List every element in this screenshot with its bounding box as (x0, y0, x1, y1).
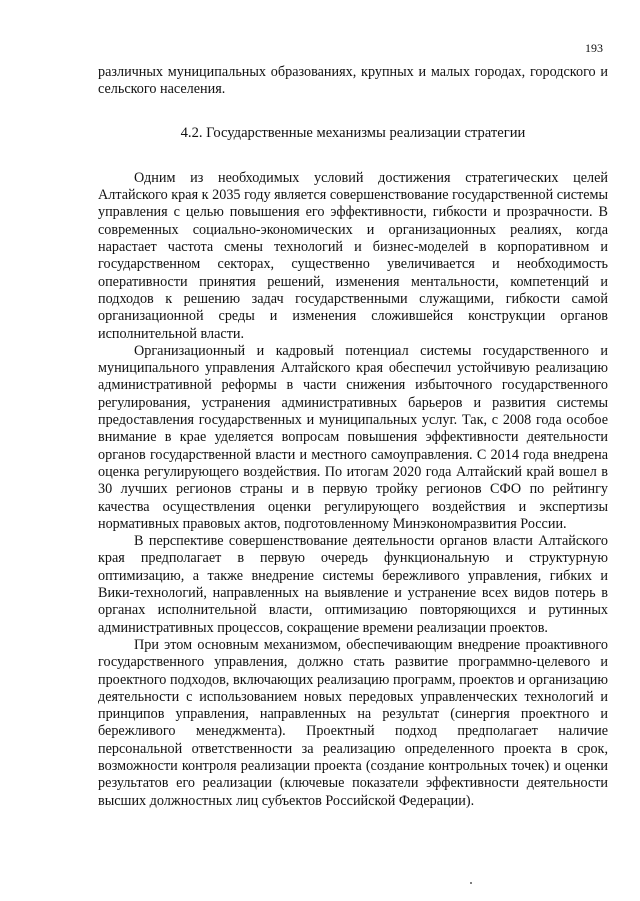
paragraph-1: Одним из необходимых условий достижения стратегических целей Алтайского края к 2035 году является совершенствование государственной системы управления с целью повышения его эффективности, гибкости и прозрачности. В современных социально-экономических и организационных реалиях, когда нарастает частота смены технологий и бизнес-моделей в корпоративном и государственном секторах, существенно увеличивается и необходимость оперативности принятия решений, изменения ментальности, компетенций и подходов к решению задач государственными служащими, гибкости самой организационной среды и изменения сложившейся конструкции органов исполнительной власти. (98, 169, 608, 342)
paragraph-3: В перспективе совершенствование деятельности органов власти Алтайского края предполагает в первую очередь функциональную и структурную оптимизацию, а также внедрение системы бережливого управления, гибких и Вики-технологий, направленных на выявление и устранение всех видов потерь в органах исполнительной власти, оптимизацию повторяющихся и рутинных административных процессов, сокращение времени реализации проектов. (98, 533, 608, 636)
continuation-paragraph: различных муниципальных образованиях, крупных и малых городах, городского и сельского населения. (98, 64, 608, 98)
page-number: 193 (585, 41, 603, 55)
paragraph-2: Организационный и кадровый потенциал системы государственного и муниципального управления Алтайского края обеспечил устойчивую реализацию административной реформы в части снижения избыточного государственного регулирования, устранения административных барьеров и развития системы предоставления государственных и муниципальных услуг. Так, с 2008 года особое внимание в крае уделяется вопросам повышения эффективности деятельности органов государственной власти и местного самоуправления. С 2014 года внедрена оценка регулирующего воздействия. По итогам 2020 года Алтайский край вошел в 30 лучших регионов страны и в первую тройку регионов СФО по рейтингу качества осуществления оценки регулирующего воздействия и экспертизы нормативных правовых актов, подготовленному Минэкономразвития России. (98, 342, 608, 532)
section-title: 4.2. Государственные механизмы реализации стратегии (180, 124, 526, 141)
paragraph-4: При этом основным механизмом, обеспечивающим внедрение проактивного государственного управления, должно стать развитие программно-целевого и проектного подходов, включающих реализацию программ, проектов и организацию деятельности с использованием новых передовых управленческих технологий и принципов управления, направленных на результат (синергия проектного и бережливого менеджмента). Проектный подход предполагает наличие персональной ответственности за реализацию определенного проекта в срок, возможности контроля реализации проекта (создание контрольных точек) и оценки результатов его реализации (ключевые показатели эффективности деятельности высших должностных лиц субъектов Российской Федерации). (98, 636, 608, 809)
page-body (98, 64, 608, 810)
scan-speck (470, 882, 472, 884)
